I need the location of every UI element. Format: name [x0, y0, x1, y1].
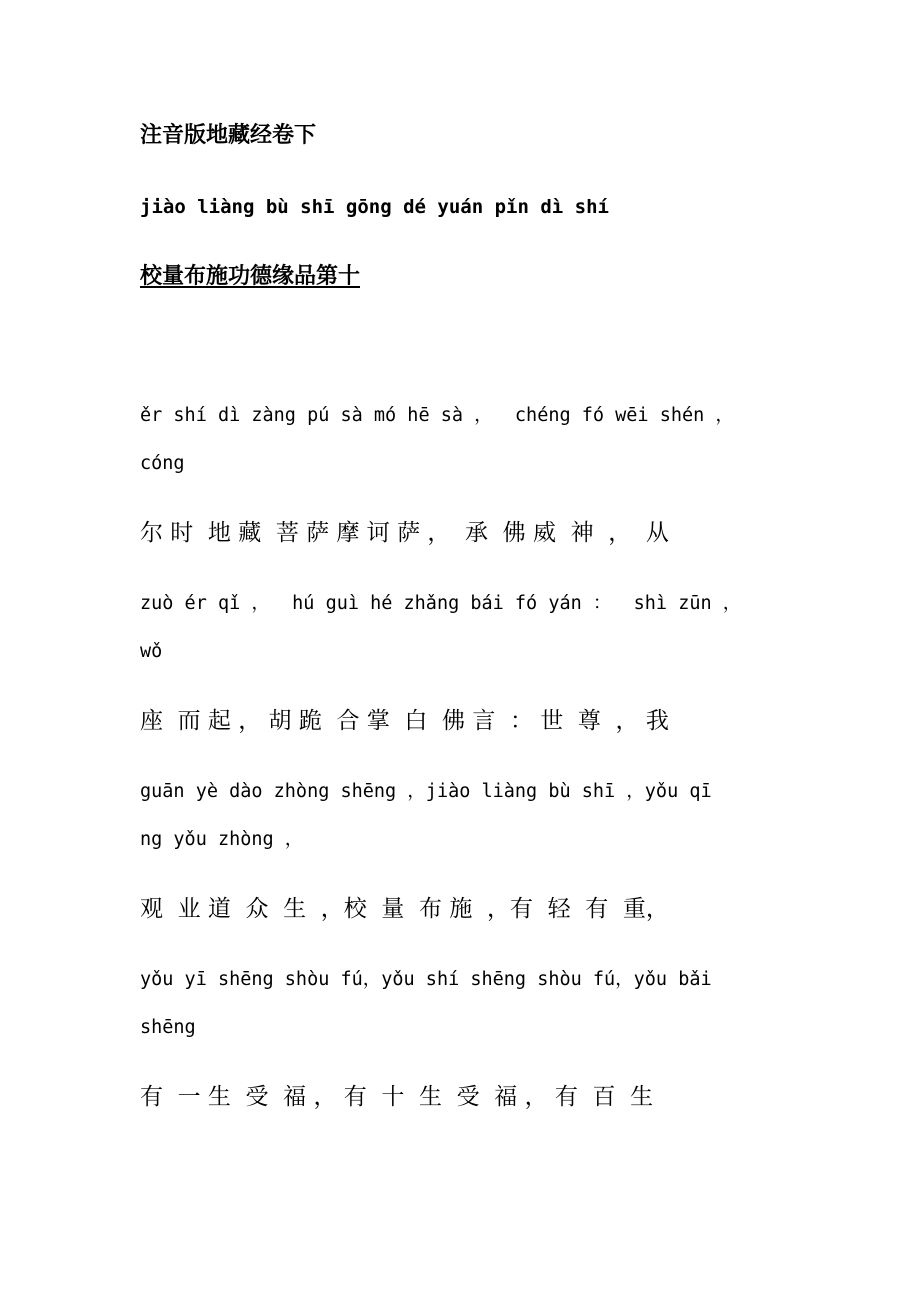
chapter-title: 校量布施功德缘品第十 — [140, 264, 361, 289]
document-title: 注音版地藏经卷下 — [140, 123, 317, 148]
hanzi-line: 座 而 起 ， 胡 跪 合 掌 白 佛 言 ： 世 尊 ， 我 — [140, 708, 669, 734]
hanzi-line: 有 一 生 受 福 ， 有 十 生 受 福 ， 有 百 生 — [140, 1084, 654, 1110]
pinyin-line: wǒ — [140, 641, 163, 662]
pinyin-line: yǒu yī shēng shòu fú，yǒu shí shēng shòu fú，yǒu bǎi — [140, 969, 712, 990]
pinyin-line: ng yǒu zhòng ， — [140, 829, 304, 850]
pinyin-line: guān yè dào zhòng shēng ，jiào liàng bù shī ，yǒu qī — [140, 781, 712, 802]
pinyin-line: ěr shí dì zàng pú sà mó hē sà ， chéng fó wēi shén ， — [140, 405, 734, 426]
hanzi-line: 观 业 道 众 生 ，校 量 布 施 ，有 轻 有 重， — [140, 896, 669, 922]
pinyin-line: shēng — [140, 1017, 196, 1038]
pinyin-line: cóng — [140, 453, 185, 474]
chapter-pinyin: jiào liàng bù shī gōng dé yuán pǐn dì shí — [140, 196, 609, 218]
hanzi-line: 尔 时 地 藏 菩 萨 摩 诃 萨 ， 承 佛 威 神 ， 从 — [140, 520, 669, 546]
pinyin-line: zuò ér qǐ ， hú guì hé zhǎng bái fó yán ： shì zūn ， — [140, 593, 742, 614]
